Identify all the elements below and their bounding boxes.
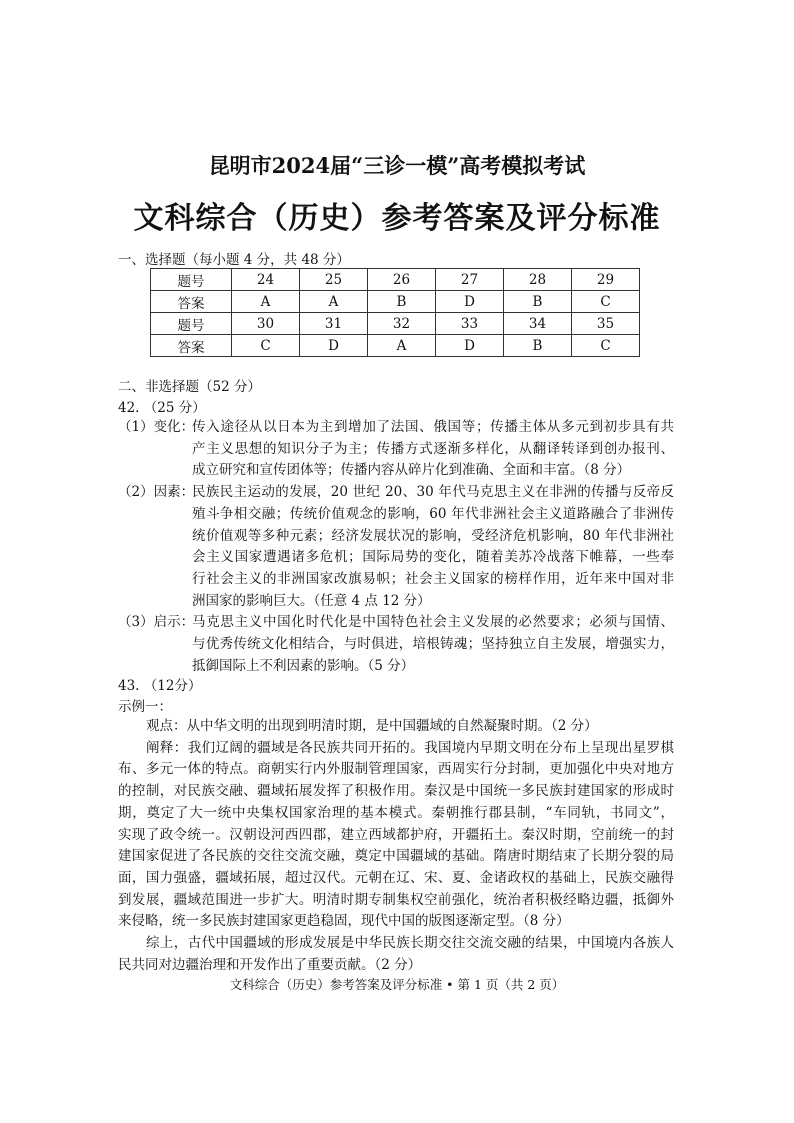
table-row: [151, 313, 640, 335]
answer-line: 建国家促进了各民族的交往交流交融，奠定中国疆域的基础。隋唐时期结束了长期分裂的局: [118, 848, 674, 865]
row-header-cell: 答案: [151, 291, 232, 313]
section1-heading: 一、选择题（每小题 4 分，共 48 分）: [118, 252, 350, 268]
q42-heading: 42. （25 分）: [118, 400, 206, 416]
section2-heading: 二、非选择题（52 分）: [118, 379, 261, 395]
table-cell: 26: [368, 269, 436, 291]
table-cell: 29: [572, 269, 640, 291]
answer-line: 民族民主运动的发展，20 世纪 20、30 年代马克思主义在非洲的传播与反帝反: [192, 484, 674, 501]
part-label: （2）因素：: [118, 484, 195, 501]
answer-line: 综上，古代中国疆域的形成发展是中华民族长期交往交流交融的结果，中国境内各族人: [146, 935, 674, 951]
answer-line: 布、多元一体的特点。商朝实行内外服制管理国家，西周实行分封制，更加强化中央对地方: [118, 761, 674, 778]
answer-line: 实现了政令统一。汉朝设河西四郡，建立西域都护府，开疆拓土。秦汉时期，空前统一的封: [118, 826, 674, 843]
answer-line: 会主义国家遭遇诸多危机；国际局势的变化，随着美苏冷战落下帷幕，一些奉: [192, 549, 674, 566]
table-cell: 24: [232, 269, 300, 291]
table-cell: D: [300, 335, 368, 357]
part-label: （3）启示：: [118, 614, 195, 631]
table-cell: C: [572, 335, 640, 357]
answer-line: 统价值观等多种元素；经济发展状况的影响，受经济危机影响，80 年代非洲社: [192, 527, 674, 544]
answer-line: 传入途径从以日本为主到增加了法国、俄国等；传播主体从多元到初步具有共: [192, 419, 674, 435]
table-cell: 27: [436, 269, 504, 291]
row-header-cell: 答案: [151, 335, 232, 357]
answer-line: 到发展，疆域范围进一步扩大。明清时期专制集权空前强化，统治者积极经略边疆，抵御外: [118, 891, 674, 908]
answer-line: 抵御国际上不利因素的影响。（5 分）: [192, 657, 415, 674]
table-cell: 25: [300, 269, 368, 291]
page-footer: 文科综合（历史）参考答案及评分标准 • 第 1 页（共 2 页）: [229, 977, 565, 992]
table-cell: A: [368, 335, 436, 357]
answer-line: 马克思主义中国化时代化是中国特色社会主义发展的必然要求；必须与国情、: [192, 614, 674, 631]
row-header-cell: 题号: [151, 269, 232, 291]
table-cell: 28: [504, 269, 572, 291]
answer-line: 阐释：我们辽阔的疆域是各民族共同开拓的。我国境内早期文明在分布上呈现出星罗棋: [146, 739, 674, 756]
answer-line: 面，国力强盛，疆域拓展，超过汉代。元朝在辽、宋、夏、金诸政权的基础上，民族交融得: [118, 869, 674, 886]
q43-example-label: 示例一：: [118, 699, 172, 715]
answer-line: 民共同对边疆治理和开发作出了重要贡献。（2 分）: [118, 956, 422, 973]
table-row: [151, 269, 640, 291]
table-row: [151, 335, 640, 357]
answer-line: 行社会主义的非洲国家改旗易帜；社会主义国家的榜样作用，近年来中国对非: [192, 570, 674, 587]
answer-line: 与优秀传统文化相结合，与时俱进，培根铸魂；坚持独立自主发展，增强实力，: [192, 636, 674, 652]
answer-line: 来侵略，统一多民族封建国家更趋稳固，现代中国的版图逐渐定型。（8 分）: [118, 913, 570, 930]
table-cell: C: [572, 291, 640, 313]
table-cell: B: [504, 291, 572, 313]
exam-title: 昆明市2024届“三诊一模”高考模拟考试: [208, 153, 586, 178]
part-label: （1）变化：: [118, 419, 195, 435]
table-cell: D: [436, 291, 504, 313]
answer-table: [150, 268, 640, 357]
answer-line: 期，奠定了大一统中央集权国家治理的基本模式。秦朝推行郡县制，“车同轨，书同文”，: [118, 804, 674, 821]
answer-line: 的控制，对民族交融、疆域拓展发挥了积极作用。秦汉是中国统一多民族封建国家的形成时: [118, 783, 674, 800]
answer-line: 产主义思想的知识分子为主；传播方式逐渐多样化，从翻译转译到创办报刊、: [192, 440, 674, 457]
document-title: 文科综合（历史）参考答案及评分标准: [133, 201, 661, 236]
table-cell: B: [504, 335, 572, 357]
table-cell: 33: [436, 313, 504, 335]
table-cell: D: [436, 335, 504, 357]
table-cell: 34: [504, 313, 572, 335]
table-cell: 31: [300, 313, 368, 335]
row-header-cell: 题号: [151, 313, 232, 335]
answer-line: 殖斗争相交融；传统价值观念的影响，60 年代非洲社会主义道路融合了非洲传: [192, 505, 674, 522]
table-cell: 32: [368, 313, 436, 335]
table-cell: C: [232, 335, 300, 357]
table-row: [151, 291, 640, 313]
answer-line: 观点：从中华文明的出现到明清时期，是中国疆域的自然凝聚时期。（2 分）: [146, 718, 598, 734]
table-cell: 35: [572, 313, 640, 335]
table-cell: 30: [232, 313, 300, 335]
table-cell: A: [300, 291, 368, 313]
answer-line: 成立研究和宣传团体等；传播内容从碎片化到准确、全面和丰富。（8 分）: [192, 462, 631, 479]
table-cell: A: [232, 291, 300, 313]
table-cell: B: [368, 291, 436, 313]
answer-line: 洲国家的影响巨大。（任意 4 点 12 分）: [192, 592, 431, 609]
q43-heading: 43. （12分）: [118, 678, 202, 694]
